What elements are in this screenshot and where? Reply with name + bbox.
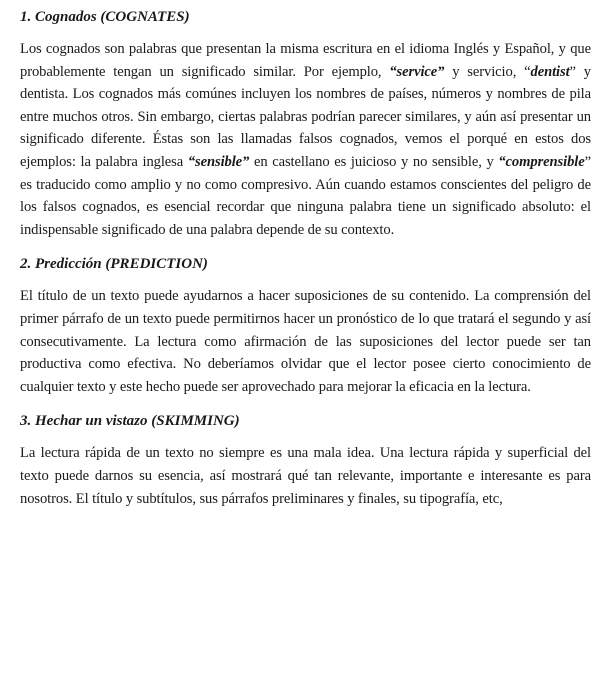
section-heading: 3. Hechar un vistazo (SKIMMING) bbox=[20, 413, 240, 430]
text-run: en castellano es juicioso y no sensible, y bbox=[249, 153, 499, 170]
emphasized-term: “sensible” bbox=[187, 153, 250, 170]
section-heading: 1. Cognados (COGNATES) bbox=[20, 9, 190, 25]
section-heading: 2. Predicción (PREDICTION) bbox=[20, 256, 208, 273]
emphasized-term: dentist bbox=[530, 63, 570, 80]
section-paragraph bbox=[20, 285, 591, 398]
section-paragraph bbox=[20, 38, 591, 241]
text-run: La lectura rápida de un texto no siempre es una mala idea. Una lectura rápida y superficial del texto puede darnos su esencia, así mostrará qué tan relevante, importante e interesante es para nosotros. El título y subtítulos, sus párrafos preliminares y finales, su tipografía, etc, bbox=[20, 445, 591, 507]
text-run: El título de un texto puede ayudarnos a hacer suposiciones de su contenido. La comprensión del primer párrafo de un texto puede permitirnos hacer un pronóstico de lo que tratará el segundo y así consecutivamente. La lectura como afirmación de las suposiciones del lector puede ser tan productiva como efectiva. No deberíamos olvidar que el lector posee cierto conocimiento de cualquier texto y este hecho puede ser aprovechado para mejorar la eficacia en la lectura. bbox=[20, 288, 591, 395]
emphasized-term: “comprensible bbox=[498, 153, 585, 170]
section-paragraph bbox=[20, 442, 591, 510]
text-run: y servicio, “ bbox=[444, 63, 531, 80]
text-run: ” es traducido como amplio y no como compresivo. Aún cuando estamos conscientes del peligro de los falsos cognados, es esencial recordar que ninguna palabra tiene un significado absoluto: el indispensable significado de una palabra depende de su contexto. bbox=[20, 153, 591, 238]
text-run: ” y dentista. Los cognados más comúnes incluyen los nombres de países, números y nombres de pila entre muchos otros. Sin embargo, ciertas palabras podrían parecer similares, y aún así presentar un significado diferente. Éstas son las llamadas falsos cognados, vemos el porqué en estos dos ejemplos: la palabra inglesa bbox=[20, 63, 591, 170]
section-skimming bbox=[20, 412, 591, 510]
section-prediccion bbox=[20, 255, 591, 398]
section-cognados bbox=[20, 8, 591, 241]
text-run: Los cognados son palabras que presentan la misma escritura en el idioma Inglés y Español, y que probablemente tengan un significado similar. Por ejemplo, bbox=[20, 41, 591, 80]
emphasized-term: “service” bbox=[389, 63, 445, 80]
